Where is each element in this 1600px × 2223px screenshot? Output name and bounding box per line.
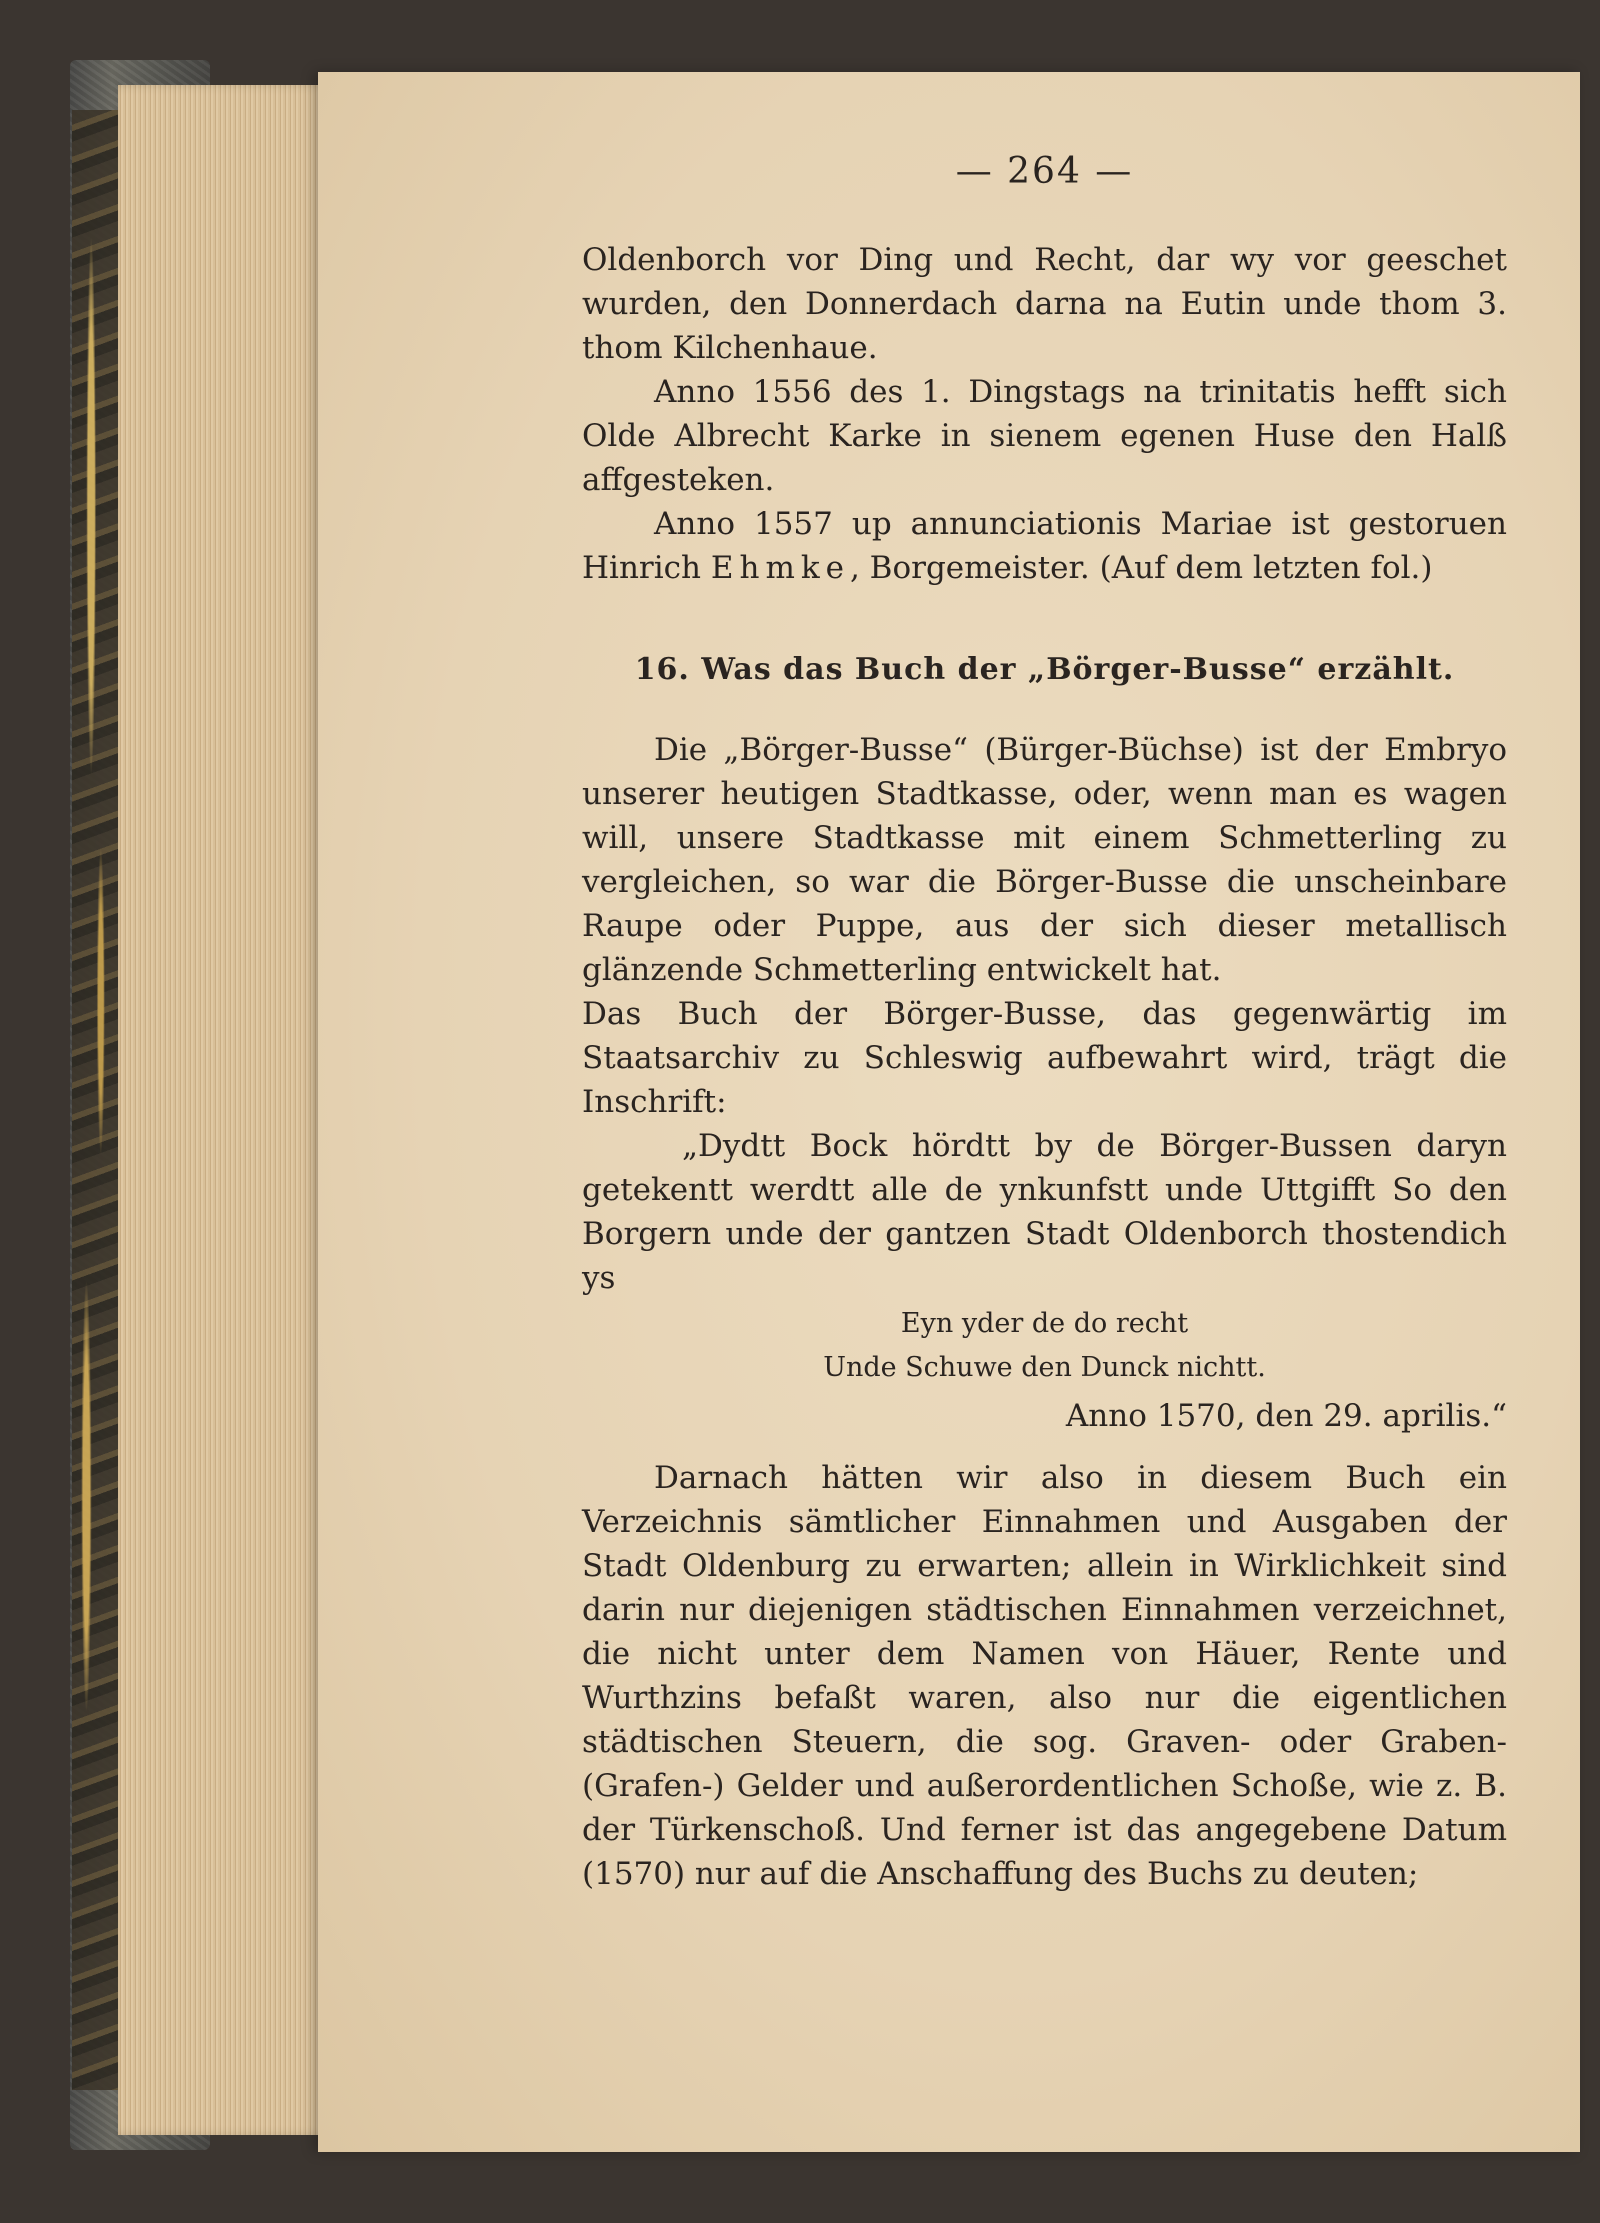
paragraph-1: Oldenborch vor Ding und Recht, dar wy vor geeschet wurden, den Donnerdach darna na Eutin unde thom 3. thom Kilchenhaue. [582, 242, 1507, 366]
paragraph-3-start: Anno 1557 up annunciationis Mariae ist gestoruen Hinrich [582, 506, 1507, 586]
paragraph-4: Die „Börger-Busse“ (Bürger-Büchse) ist der Embryo unserer heutigen Stadtkasse, oder, wenn man es wagen will, unsere Stadtkasse mit einem Schmetterling zu vergleichen, so war die Börger-Busse die unscheinbare Raupe oder Puppe, aus der sich dieser metallisch glänzende Schmetterling entwickelt hat. [582, 732, 1507, 988]
verse-line-2: Unde Schuwe den Dunck nichtt. [823, 1352, 1266, 1383]
section-heading: 16. Was das Buch der „Börger-Busse“ erzählt. [634, 652, 1455, 687]
page-number: — 264 — [955, 151, 1134, 192]
inscription-date: Anno 1570, den 29. aprilis.“ [1065, 1398, 1507, 1434]
paragraph-3-end: , Borgemeister. (Auf dem letzten fol.) [849, 550, 1433, 586]
paragraph-5: Das Buch der Börger-Busse, das gegenwärtig im Staatsarchiv zu Schleswig aufbewahrt wird, trägt die Inschrift: [582, 996, 1507, 1120]
paragraph-6: Darnach hätten wir also in diesem Buch ein Verzeichnis sämtlicher Einnahmen und Ausgaben der Stadt Oldenburg zu erwarten; allein in Wirklichkeit sind darin nur diejenigen städtischen Einnahmen verzeichnet, die nicht unter dem Namen von Häuer, Rente und Wurthzins befaßt waren, also nur die eigentlichen städtischen Steuern, die sog. Graven- oder Graben- (Grafen-) Gelder und außerordentlichen Schoße, wie z. B. der Türkenschoß. Und ferner ist das angegebene Datum (1570) nur auf die Anschaffung des Buchs zu deuten; [582, 1460, 1507, 1892]
page-text [582, 150, 1507, 1896]
person-name: Ehmke [710, 550, 850, 586]
inscription-quote: „Dydtt Bock hördtt by de Börger-Bussen daryn getekentt werdtt alle de ynkunfstt unde Uttgifft So den Borgern unde der gantzen Stadt Oldenborch thostendich ys [582, 1128, 1507, 1296]
verse-line-1: Eyn yder de do recht [900, 1308, 1189, 1339]
paragraph-2: Anno 1556 des 1. Dingstags na trinitatis hefft sich Olde Albrecht Karke in sienem egenen Huse den Halß affgesteken. [582, 374, 1507, 498]
paragraph-3 [582, 502, 1507, 590]
page-block-edges [118, 85, 328, 2135]
marbled-edge [72, 110, 120, 2090]
